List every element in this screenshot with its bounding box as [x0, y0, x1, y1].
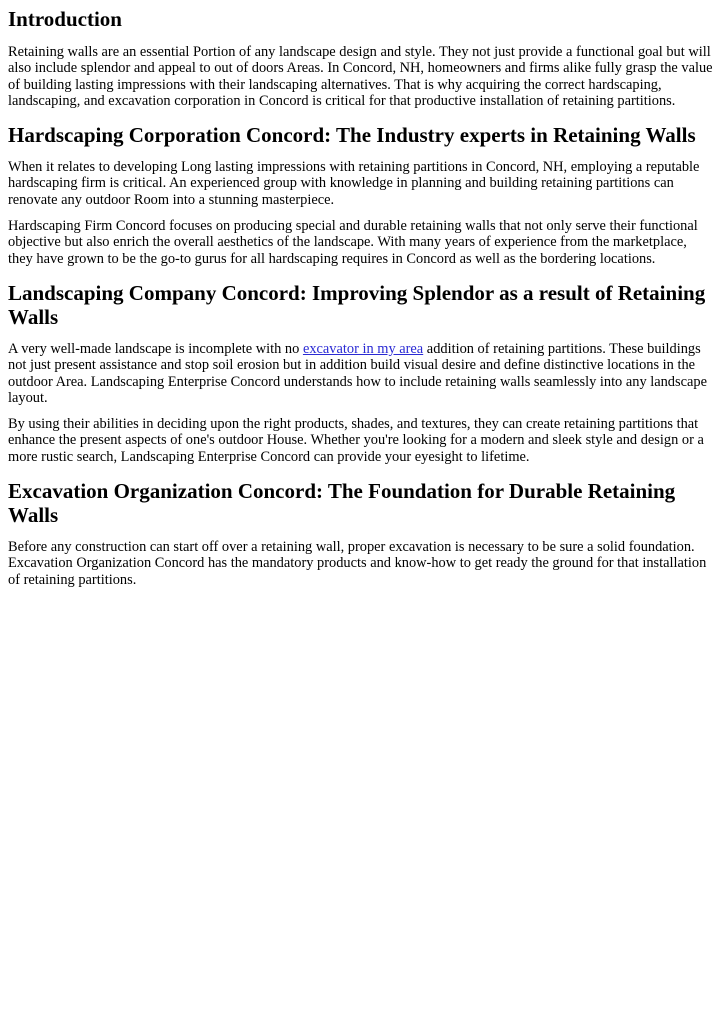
- paragraph-hardscaping-1: When it relates to developing Long lasting impressions with retaining partitions in Concord, NH, employing a reputable hardscaping firm is critical. An experienced group with knowledge in planning and building retaining partitions can renovate any outdoor Room into a stunning masterpiece.: [8, 159, 700, 208]
- paragraph-hardscaping-2: Hardscaping Firm Concord focuses on producing special and durable retaining walls that not only serve their functional objective but also enrich the overall aesthetics of the landscape. With many years of experience from the marketplace, they have grown to be the go-to gurus for all hardscaping requires in Concord as well as the bordering locations.: [8, 218, 698, 267]
- section-excavation: [8, 479, 714, 588]
- heading-excavation: Excavation Organization Concord: The Foundation for Durable Retaining Walls: [8, 479, 676, 528]
- paragraph-landscaping-1-before: A very well-made landscape is incomplete with no: [8, 340, 303, 357]
- heading-hardscaping: Hardscaping Corporation Concord: The Industry experts in Retaining Walls: [8, 123, 696, 148]
- section-landscaping: [8, 281, 714, 465]
- paragraph-excavation: Before any construction can start off over a retaining wall, proper excavation is necessary to be sure a solid foundation. Excavation Organization Concord has the mandatory products and know-how to get ready the ground for that installation of retaining partitions.: [8, 539, 707, 588]
- heading-introduction: Introduction: [8, 7, 122, 31]
- section-hardscaping: [8, 123, 714, 267]
- excavator-link[interactable]: excavator in my area: [302, 340, 424, 357]
- paragraph-introduction: Retaining walls are an essential Portion of any landscape design and style. They not just provide a functional goal but will also include splendor and appeal to out of doors Areas. In Concord, NH, homeowners and firms alike fully grasp the value of building lasting impressions with their landscaping alternatives. That is why acquiring the correct hardscaping, landscaping, and excavation corporation in Concord is critical for that productive installation of retaining partitions.: [8, 44, 713, 109]
- section-introduction: [8, 7, 714, 109]
- paragraph-landscaping-1: [8, 341, 714, 406]
- paragraph-landscaping-1-after: addition of retaining partitions. These buildings not just present assistance and stop soil erosion but in addition build visual desire and define distinctive locations in the outdoor Area. Landscaping Enterprise Concord understands how to include retaining walls seamlessly into any landscape layout.: [8, 340, 707, 406]
- heading-landscaping: Landscaping Company Concord: Improving Splendor as a result of Retaining Walls: [8, 280, 706, 329]
- paragraph-landscaping-2: By using their abilities in deciding upon the right products, shades, and textures, they can create retaining partitions that enhance the present aspects of one's outdoor House. Whether you're looking for a modern and sleek style and design or a more rustic search, Landscaping Enterprise Concord can provide your eyesight to lifetime.: [8, 416, 704, 465]
